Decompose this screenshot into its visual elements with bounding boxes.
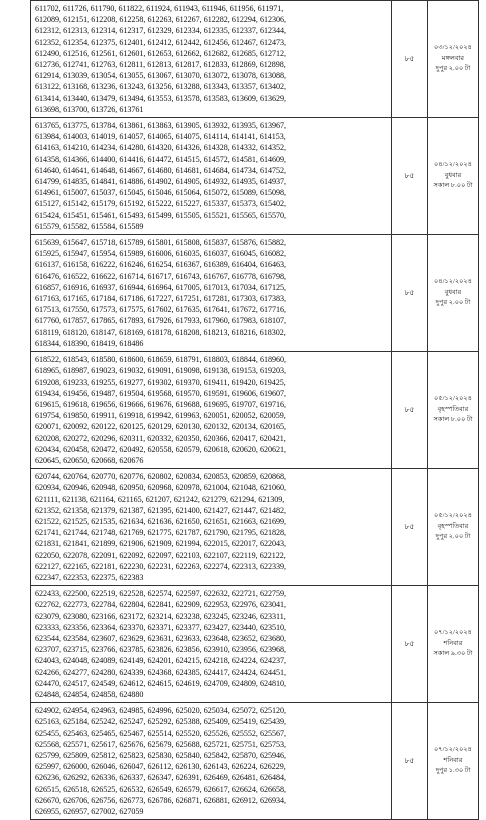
roll-numbers-line: 624902, 624954, 624963, 624985, 624996, 625020, 625034, 625072, 625120, xyxy=(35,706,286,716)
roll-numbers-line: 612089, 612151, 612208, 612258, 612263, 612267, 612282, 612294, 612306, xyxy=(35,15,286,25)
roll-numbers-line: 626955, 626957, 627002, 627059 xyxy=(35,807,144,817)
roll-numbers-line: 613765, 613775, 613784, 613861, 613863, 613905, 613932, 613935, 613967, xyxy=(35,121,286,131)
roll-numbers-line: 620434, 620458, 620472, 620492, 620558, 620579, 620618, 620620, 620621, xyxy=(35,444,286,454)
roll-numbers-line: 624266, 624277, 624280, 624339, 624368, 624385, 624417, 624424, 624451, xyxy=(35,667,286,677)
roll-numbers-cell xyxy=(31,118,392,235)
roll-schedule-table xyxy=(30,0,479,820)
roll-numbers-line: 620934, 620946, 620948, 620950, 620968, 620978, 621004, 621048, 621060, xyxy=(35,483,286,493)
roll-numbers-line: 615579, 615582, 615584, 615589 xyxy=(35,221,144,231)
exam-date: ০৫/১২/২০২৪ xyxy=(434,512,472,520)
exam-schedule-sheet xyxy=(30,0,473,817)
roll-numbers-line: 618965, 618987, 619023, 619032, 619091, 619098, 619138, 619153, 619203, xyxy=(35,366,286,376)
exam-date-time-cell xyxy=(428,235,479,352)
roll-numbers-line: 616476, 616522, 616622, 616714, 616717, 616743, 616767, 616778, 616798, xyxy=(35,271,286,281)
candidate-count-cell: ৮৫ xyxy=(392,469,428,586)
roll-numbers-line: 612490, 612516, 612561, 612601, 612653, 612662, 612682, 612685, 612712, xyxy=(35,48,286,58)
roll-numbers-line: 612736, 612741, 612763, 612811, 612813, 612817, 612833, 612869, 612898, xyxy=(35,60,286,70)
exam-day: বৃহস্পতিবার xyxy=(437,522,469,530)
roll-numbers-cell xyxy=(31,469,392,586)
roll-numbers-line: 612352, 612354, 612375, 612401, 612412, 612442, 612456, 612467, 612473, xyxy=(35,37,286,47)
roll-numbers-line: 619434, 619456, 619487, 619504, 619568, 619570, 619591, 619606, 619607, xyxy=(35,388,286,398)
roll-numbers-line: 616137, 616158, 616222, 616246, 616254, 616367, 616389, 616404, 616463, xyxy=(35,260,286,270)
roll-numbers-line: 618522, 618543, 618580, 618600, 618659, 618791, 618803, 618844, 618960, xyxy=(35,355,286,365)
roll-numbers-line: 622127, 622165, 622181, 622230, 622231, 622263, 622274, 622313, 622339, xyxy=(35,561,286,571)
exam-time: দুপুর ১.৩০ টা xyxy=(435,767,471,775)
roll-numbers-line: 622347, 622353, 622375, 622383 xyxy=(35,572,144,582)
roll-numbers-cell xyxy=(31,586,392,703)
exam-date: ০৭/১২/২০২৪ xyxy=(434,746,472,754)
exam-time: দুপুর ২.০০ টা xyxy=(435,533,471,541)
table-row xyxy=(31,586,479,703)
roll-numbers-line: 622433, 622500, 622519, 622528, 622574, 622597, 622632, 622721, 622759, xyxy=(35,589,286,599)
roll-numbers-line: 625163, 625184, 625242, 625247, 625292, 625388, 625409, 625419, 625439, xyxy=(35,717,286,727)
exam-date: ০৪/১২/২০২৪ xyxy=(434,161,472,169)
roll-numbers-line: 612312, 612313, 612314, 612317, 612329, 612334, 612335, 612337, 612344, xyxy=(35,26,286,36)
roll-numbers-line: 621741, 621744, 621748, 621769, 621775, 621787, 621790, 621795, 621828, xyxy=(35,528,286,538)
exam-date-time-cell xyxy=(428,703,479,820)
exam-day: বুধবার xyxy=(444,171,462,179)
roll-numbers-line: 613698, 613700, 613726, 613761 xyxy=(35,104,144,114)
table-row xyxy=(31,703,479,820)
roll-numbers-cell xyxy=(31,1,392,118)
roll-numbers-line: 614961, 615007, 615037, 615045, 615046, 615064, 615072, 615089, 615098, xyxy=(35,188,286,198)
roll-numbers-line: 617513, 617550, 617573, 617575, 617602, 617635, 617641, 617672, 617716, xyxy=(35,305,286,315)
exam-date-time-cell xyxy=(428,469,479,586)
roll-numbers-line: 620744, 620764, 620770, 620776, 620802, 620834, 620853, 620859, 620868, xyxy=(35,472,286,482)
roll-numbers-line: 621831, 621841, 621899, 621906, 621909, 621994, 622015, 622017, 622043, xyxy=(35,539,286,549)
roll-numbers-line: 614358, 614366, 614400, 614416, 614472, 614515, 614572, 614581, 614609, xyxy=(35,154,286,164)
exam-time: দুপুর ২.০০ টা xyxy=(435,65,471,73)
roll-numbers-line: 613414, 613440, 613479, 613494, 613553, 613578, 613583, 613609, 613629, xyxy=(35,93,286,103)
table-row xyxy=(31,235,479,352)
roll-numbers-line: 614640, 614641, 614648, 614667, 614680, 614681, 614684, 614734, 614752, xyxy=(35,165,286,175)
roll-numbers-line: 621352, 621358, 621379, 621387, 621395, 621400, 621427, 621447, 621482, xyxy=(35,505,286,515)
exam-day: শনিবার xyxy=(443,639,463,647)
roll-numbers-line: 614163, 614210, 614234, 614280, 614320, 614326, 614328, 614332, 614352, xyxy=(35,143,286,153)
table-row xyxy=(31,469,479,586)
roll-numbers-line: 626236, 626292, 626336, 626337, 626347, 626391, 626469, 626481, 626484, xyxy=(35,773,286,783)
roll-numbers-line: 621522, 621525, 621535, 621634, 621636, 621650, 621651, 621663, 621699, xyxy=(35,516,286,526)
roll-numbers-line: 618344, 618390, 618419, 618486 xyxy=(35,338,144,348)
roll-numbers-line: 623333, 623356, 623364, 623370, 623371, 623377, 623427, 623440, 623510, xyxy=(35,622,286,632)
roll-numbers-line: 612914, 613039, 613054, 613055, 613067, 613070, 613072, 613078, 613088, xyxy=(35,71,286,81)
roll-numbers-line: 615925, 615947, 615954, 615989, 616006, 616035, 616037, 616045, 616082, xyxy=(35,249,286,259)
roll-numbers-line: 623707, 623715, 623766, 623785, 623826, 623856, 623910, 623956, 623968, xyxy=(35,645,286,655)
roll-numbers-line: 619754, 619850, 619911, 619918, 619942, 619963, 620051, 620052, 620059, xyxy=(35,411,286,421)
exam-date: ০৫/১২/২০২৪ xyxy=(434,395,472,403)
roll-numbers-line: 624848, 624854, 624858, 624880 xyxy=(35,689,144,699)
exam-date: ০৭/১২/২০২৪ xyxy=(434,629,472,637)
roll-numbers-line: 625568, 625571, 625617, 625676, 625679, 625688, 625721, 625751, 625753, xyxy=(35,739,286,749)
exam-time: সকাল ৯.৩০ টা xyxy=(433,650,473,658)
roll-numbers-line: 626515, 626518, 626525, 626532, 626549, 626579, 626617, 626624, 626658, xyxy=(35,784,286,794)
candidate-count-cell: ৮৫ xyxy=(392,235,428,352)
roll-numbers-line: 617760, 617857, 617865, 617893, 617926, 617933, 617960, 617983, 618107, xyxy=(35,316,286,326)
roll-numbers-line: 624470, 624517, 624549, 624612, 624615, 624619, 624709, 624809, 624810, xyxy=(35,678,286,688)
roll-numbers-line: 620645, 620650, 620668, 620676 xyxy=(35,455,144,465)
roll-numbers-line: 621111, 621138, 621164, 621165, 621207, 621242, 621279, 621294, 621309, xyxy=(35,494,285,504)
table-row xyxy=(31,118,479,235)
exam-day: বৃহস্পতিবার xyxy=(437,405,469,413)
exam-date-time-cell xyxy=(428,1,479,118)
roll-numbers-line: 623079, 623080, 623166, 623172, 623214, 623238, 623245, 623246, 623311, xyxy=(35,611,286,621)
exam-day: শনিবার xyxy=(443,756,463,764)
exam-day: বুধবার xyxy=(444,288,462,296)
exam-time: সকাল ৮.০০ টা xyxy=(433,182,473,190)
roll-numbers-line: 613984, 614003, 614019, 614057, 614065, 614075, 614114, 614141, 614153, xyxy=(35,132,286,142)
roll-numbers-cell xyxy=(31,703,392,820)
roll-numbers-line: 625997, 626000, 626046, 626047, 626112, 626130, 626143, 626224, 626229, xyxy=(35,762,286,772)
exam-date-time-cell xyxy=(428,586,479,703)
roll-numbers-line: 622762, 622773, 622784, 622804, 622841, 622909, 622953, 622976, 623041, xyxy=(35,600,286,610)
exam-date: ০৪/১২/২০২৪ xyxy=(434,278,472,286)
roll-numbers-line: 616857, 616916, 616937, 616944, 616964, 617005, 617013, 617034, 617125, xyxy=(35,282,286,292)
table-row xyxy=(31,1,479,118)
exam-time: দুপুর ২.০০ টা xyxy=(435,299,471,307)
roll-numbers-line: 615639, 615647, 615718, 615789, 615801, 615808, 615837, 615876, 615882, xyxy=(35,238,286,248)
roll-numbers-line: 625799, 625809, 625812, 625823, 625830, 625840, 625842, 625870, 625946, xyxy=(35,751,286,760)
roll-numbers-cell xyxy=(31,235,392,352)
candidate-count-cell: ৮৫ xyxy=(392,352,428,469)
roll-numbers-line: 623544, 623584, 623607, 623629, 623631, 623633, 623648, 623652, 623680, xyxy=(35,633,286,643)
table-row xyxy=(31,352,479,469)
exam-date-time-cell xyxy=(428,118,479,235)
candidate-count-cell: ৮৫ xyxy=(392,586,428,703)
roll-numbers-line: 617163, 617165, 617184, 617186, 617227, 617251, 617281, 617303, 617383, xyxy=(35,294,286,304)
candidate-count-cell: ৮৫ xyxy=(392,703,428,820)
roll-numbers-line: 611702, 611726, 611790, 611822, 611924, 611943, 611946, 611956, 611971, xyxy=(35,4,284,13)
roll-numbers-line: 618119, 618120, 618147, 618169, 618178, 618208, 618213, 618216, 618302, xyxy=(35,327,286,337)
roll-numbers-line: 613122, 613168, 613236, 613243, 613256, 613288, 613343, 613357, 613402, xyxy=(35,82,286,92)
table-body xyxy=(31,1,479,820)
roll-numbers-line: 615424, 615451, 615461, 615493, 615499, 615505, 615521, 615565, 615570, xyxy=(35,210,286,220)
roll-numbers-line: 614799, 614835, 614841, 614886, 614902, 614905, 614932, 614935, 614937, xyxy=(35,177,286,187)
candidate-count-cell: ৮৫ xyxy=(392,118,428,235)
roll-numbers-cell xyxy=(31,352,392,469)
exam-date: ০৩/১২/২০২৪ xyxy=(434,44,472,52)
roll-numbers-line: 615127, 615142, 615179, 615192, 615222, 615227, 615337, 615373, 615402, xyxy=(35,199,286,209)
exam-day: মঙ্গলবার xyxy=(441,54,465,62)
roll-numbers-line: 624043, 624048, 624089, 624149, 624201, 624215, 624218, 624224, 624237, xyxy=(35,656,286,666)
exam-date-time-cell xyxy=(428,352,479,469)
roll-numbers-line: 626670, 626706, 626756, 626773, 626786, 626871, 626881, 626912, 626934, xyxy=(35,795,286,805)
roll-numbers-line: 620208, 620272, 620296, 620311, 620332, 620350, 620366, 620417, 620421, xyxy=(35,433,286,443)
roll-numbers-line: 620071, 620092, 620122, 620125, 620129, 620130, 620132, 620134, 620165, xyxy=(35,422,286,432)
candidate-count-cell: ৮৫ xyxy=(392,1,428,118)
roll-numbers-line: 619208, 619233, 619255, 619277, 619302, 619370, 619411, 619420, 619425, xyxy=(35,377,286,387)
roll-numbers-line: 625455, 625463, 625465, 625467, 625514, 625520, 625526, 625552, 625567, xyxy=(35,728,286,738)
roll-numbers-line: 619615, 619618, 619656, 619666, 619676, 619688, 619695, 619707, 619716, xyxy=(35,399,286,409)
roll-numbers-line: 622050, 622078, 622091, 622092, 622097, 622103, 622107, 622119, 622122, xyxy=(35,550,286,560)
exam-time: সকাল ৮.০০ টা xyxy=(433,416,473,424)
